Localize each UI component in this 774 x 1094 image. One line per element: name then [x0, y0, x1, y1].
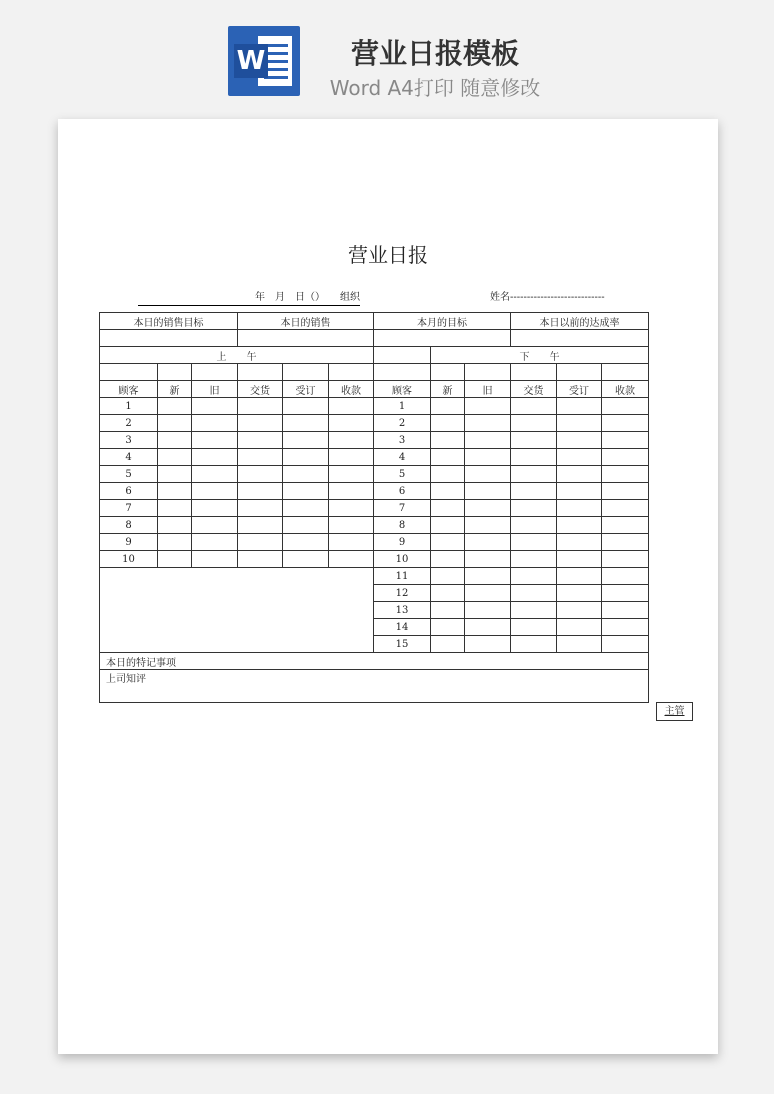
- column-header-row: [100, 381, 649, 398]
- left-data-cell: [158, 500, 192, 517]
- summary-value-cell: [238, 330, 374, 347]
- right-data-cell: [431, 500, 465, 517]
- table-row: [100, 483, 649, 500]
- right-data-cell: [431, 636, 465, 653]
- left-row-number: 4: [100, 449, 158, 466]
- right-data-cell: [431, 551, 465, 568]
- left-data-cell: [329, 415, 374, 432]
- table-row: [100, 517, 649, 534]
- blank-cell: [374, 364, 431, 381]
- right-data-cell: [557, 534, 602, 551]
- summary-header-cell: 本日的销售目标: [100, 313, 238, 330]
- left-data-cell: [192, 432, 238, 449]
- right-data-cell: [511, 534, 557, 551]
- right-data-cell: [511, 449, 557, 466]
- table-row: [100, 398, 649, 415]
- left-data-cell: [158, 551, 192, 568]
- right-data-cell: [557, 449, 602, 466]
- blank-cell: [100, 364, 158, 381]
- word-icon: [228, 26, 300, 96]
- document-title: 营业日报: [348, 243, 428, 267]
- period-spacer-cell: [374, 347, 431, 364]
- summary-header-cell: 本日的销售: [238, 313, 374, 330]
- special-items-row: [100, 653, 649, 670]
- right-data-cell: [511, 602, 557, 619]
- blank-cell: [465, 364, 511, 381]
- column-header-cell: 受订: [283, 381, 329, 398]
- table-row: [100, 568, 649, 585]
- right-row-number: 4: [374, 449, 431, 466]
- page-subtitle: Word A4打印 随意修改: [329, 76, 541, 100]
- table-row: [100, 551, 649, 568]
- right-data-cell: [511, 551, 557, 568]
- summary-header-cell: 本月的目标: [374, 313, 511, 330]
- summary-value-cell: [100, 330, 238, 347]
- table-row: [100, 415, 649, 432]
- summary-value-cell: [374, 330, 511, 347]
- left-row-number: 5: [100, 466, 158, 483]
- right-data-cell: [602, 602, 649, 619]
- blank-cell: [283, 364, 329, 381]
- left-data-cell: [158, 449, 192, 466]
- right-data-cell: [465, 466, 511, 483]
- right-data-cell: [557, 398, 602, 415]
- left-row-number: 1: [100, 398, 158, 415]
- right-data-cell: [511, 398, 557, 415]
- table-row: [100, 432, 649, 449]
- right-data-cell: [602, 449, 649, 466]
- right-data-cell: [602, 483, 649, 500]
- left-data-cell: [158, 415, 192, 432]
- left-data-cell: [329, 483, 374, 500]
- left-data-cell: [192, 449, 238, 466]
- name-line: 姓名----------------------------: [490, 292, 605, 303]
- header: [0, 0, 774, 110]
- summary-value-row: [100, 330, 649, 347]
- right-data-cell: [511, 568, 557, 585]
- right-data-cell: [602, 398, 649, 415]
- morning-label: 上 午: [100, 347, 374, 364]
- right-row-number: 8: [374, 517, 431, 534]
- left-row-number: 8: [100, 517, 158, 534]
- right-row-number: 12: [374, 585, 431, 602]
- left-data-cell: [283, 534, 329, 551]
- left-data-cell: [329, 466, 374, 483]
- left-data-cell: [192, 517, 238, 534]
- right-data-cell: [557, 551, 602, 568]
- left-data-cell: [283, 517, 329, 534]
- blank-cell: [602, 364, 649, 381]
- left-data-cell: [158, 398, 192, 415]
- right-data-cell: [465, 500, 511, 517]
- left-data-cell: [192, 483, 238, 500]
- right-data-cell: [465, 602, 511, 619]
- column-header-cell: 旧: [465, 381, 511, 398]
- daily-report-table: [99, 312, 649, 703]
- column-header-cell: 新: [431, 381, 465, 398]
- right-data-cell: [431, 602, 465, 619]
- right-data-cell: [602, 432, 649, 449]
- date-line-text: 年 月 日（） 组织: [255, 292, 360, 303]
- blank-cell: [238, 364, 283, 381]
- right-data-cell: [431, 432, 465, 449]
- left-data-cell: [329, 517, 374, 534]
- left-data-cell: [238, 432, 283, 449]
- right-data-cell: [511, 415, 557, 432]
- table-row: [100, 500, 649, 517]
- column-header-cell: 顾客: [100, 381, 158, 398]
- left-data-cell: [192, 466, 238, 483]
- right-row-number: 15: [374, 636, 431, 653]
- left-data-cell: [192, 500, 238, 517]
- left-data-cell: [238, 415, 283, 432]
- column-header-cell: 交货: [238, 381, 283, 398]
- right-data-cell: [511, 483, 557, 500]
- summary-header-row: [100, 313, 649, 330]
- right-data-cell: [465, 568, 511, 585]
- right-row-number: 1: [374, 398, 431, 415]
- right-data-cell: [431, 534, 465, 551]
- blank-cell: [158, 364, 192, 381]
- right-data-cell: [602, 585, 649, 602]
- right-data-cell: [511, 636, 557, 653]
- period-row: [100, 347, 649, 364]
- right-data-cell: [557, 415, 602, 432]
- column-header-cell: 收款: [602, 381, 649, 398]
- left-data-cell: [238, 500, 283, 517]
- right-data-cell: [602, 517, 649, 534]
- right-data-cell: [557, 636, 602, 653]
- right-data-cell: [602, 636, 649, 653]
- word-icon-letter: W: [234, 44, 268, 78]
- right-data-cell: [465, 483, 511, 500]
- left-data-cell: [283, 415, 329, 432]
- date-line: [138, 291, 360, 306]
- left-data-cell: [283, 466, 329, 483]
- left-data-cell: [158, 517, 192, 534]
- right-data-cell: [465, 415, 511, 432]
- right-data-cell: [557, 517, 602, 534]
- right-data-cell: [602, 415, 649, 432]
- afternoon-label: 下 午: [431, 347, 649, 364]
- left-data-cell: [238, 466, 283, 483]
- right-data-cell: [431, 466, 465, 483]
- right-data-cell: [557, 585, 602, 602]
- summary-header-cell: 本日以前的达成率: [511, 313, 649, 330]
- blank-cell: [431, 364, 465, 381]
- left-data-cell: [158, 432, 192, 449]
- left-data-cell: [192, 415, 238, 432]
- right-data-cell: [557, 432, 602, 449]
- right-row-number: 6: [374, 483, 431, 500]
- left-data-cell: [158, 466, 192, 483]
- supervisor-label: 主管: [664, 706, 685, 717]
- boss-comment-row: [100, 670, 649, 703]
- left-data-cell: [158, 534, 192, 551]
- left-data-cell: [283, 500, 329, 517]
- right-data-cell: [557, 500, 602, 517]
- right-data-cell: [431, 517, 465, 534]
- left-row-number: 10: [100, 551, 158, 568]
- right-data-cell: [431, 449, 465, 466]
- right-data-cell: [602, 466, 649, 483]
- right-data-cell: [557, 602, 602, 619]
- left-data-cell: [238, 517, 283, 534]
- right-data-cell: [602, 500, 649, 517]
- left-data-cell: [283, 551, 329, 568]
- left-data-cell: [283, 398, 329, 415]
- document-page: [58, 119, 718, 1054]
- column-header-cell: 受订: [557, 381, 602, 398]
- left-data-cell: [329, 432, 374, 449]
- left-row-number: 9: [100, 534, 158, 551]
- right-data-cell: [431, 568, 465, 585]
- right-data-cell: [465, 551, 511, 568]
- blank-cell: [329, 364, 374, 381]
- right-data-cell: [431, 619, 465, 636]
- left-row-number: 2: [100, 415, 158, 432]
- right-data-cell: [602, 551, 649, 568]
- right-data-cell: [511, 500, 557, 517]
- boss-comment-label: 上司知评: [100, 670, 649, 703]
- right-data-cell: [465, 432, 511, 449]
- left-data-cell: [283, 449, 329, 466]
- summary-value-cell: [511, 330, 649, 347]
- left-data-cell: [283, 483, 329, 500]
- blank-row: [100, 364, 649, 381]
- column-header-cell: 交货: [511, 381, 557, 398]
- right-data-cell: [465, 534, 511, 551]
- left-data-cell: [158, 483, 192, 500]
- right-data-cell: [431, 398, 465, 415]
- right-data-cell: [465, 449, 511, 466]
- right-data-cell: [465, 585, 511, 602]
- left-data-cell: [329, 449, 374, 466]
- right-row-number: 3: [374, 432, 431, 449]
- right-data-cell: [465, 636, 511, 653]
- table-row: [100, 534, 649, 551]
- left-data-cell: [238, 398, 283, 415]
- right-data-cell: [511, 619, 557, 636]
- left-data-cell: [192, 398, 238, 415]
- left-data-cell: [329, 551, 374, 568]
- right-row-number: 13: [374, 602, 431, 619]
- left-row-number: 6: [100, 483, 158, 500]
- left-data-cell: [329, 500, 374, 517]
- blank-cell: [192, 364, 238, 381]
- table-row: [100, 449, 649, 466]
- left-data-cell: [329, 398, 374, 415]
- right-row-number: 11: [374, 568, 431, 585]
- right-data-cell: [557, 619, 602, 636]
- right-data-cell: [602, 534, 649, 551]
- left-data-cell: [238, 449, 283, 466]
- column-header-cell: 收款: [329, 381, 374, 398]
- left-data-cell: [238, 483, 283, 500]
- right-data-cell: [557, 483, 602, 500]
- right-row-number: 9: [374, 534, 431, 551]
- right-data-cell: [431, 415, 465, 432]
- right-row-number: 5: [374, 466, 431, 483]
- left-row-number: 7: [100, 500, 158, 517]
- right-data-cell: [431, 483, 465, 500]
- right-data-cell: [511, 466, 557, 483]
- left-data-cell: [283, 432, 329, 449]
- right-data-cell: [511, 432, 557, 449]
- right-data-cell: [465, 619, 511, 636]
- right-row-number: 7: [374, 500, 431, 517]
- right-data-cell: [511, 585, 557, 602]
- right-data-cell: [431, 585, 465, 602]
- right-row-number: 2: [374, 415, 431, 432]
- right-data-cell: [511, 517, 557, 534]
- supervisor-box: [656, 702, 693, 721]
- column-header-cell: 顾客: [374, 381, 431, 398]
- blank-cell: [557, 364, 602, 381]
- right-data-cell: [557, 568, 602, 585]
- blank-cell: [511, 364, 557, 381]
- left-data-cell: [192, 551, 238, 568]
- left-row-number: 3: [100, 432, 158, 449]
- page-title: 营业日报模板: [350, 37, 519, 70]
- left-blank-area: [100, 568, 374, 653]
- left-data-cell: [329, 534, 374, 551]
- left-data-cell: [238, 534, 283, 551]
- right-row-number: 14: [374, 619, 431, 636]
- right-row-number: 10: [374, 551, 431, 568]
- right-data-cell: [557, 466, 602, 483]
- left-data-cell: [192, 534, 238, 551]
- table-row: [100, 466, 649, 483]
- special-items-label: 本日的特记事项: [100, 653, 649, 670]
- right-data-cell: [465, 517, 511, 534]
- right-data-cell: [602, 568, 649, 585]
- column-header-cell: 旧: [192, 381, 238, 398]
- column-header-cell: 新: [158, 381, 192, 398]
- right-data-cell: [602, 619, 649, 636]
- right-data-cell: [465, 398, 511, 415]
- left-data-cell: [238, 551, 283, 568]
